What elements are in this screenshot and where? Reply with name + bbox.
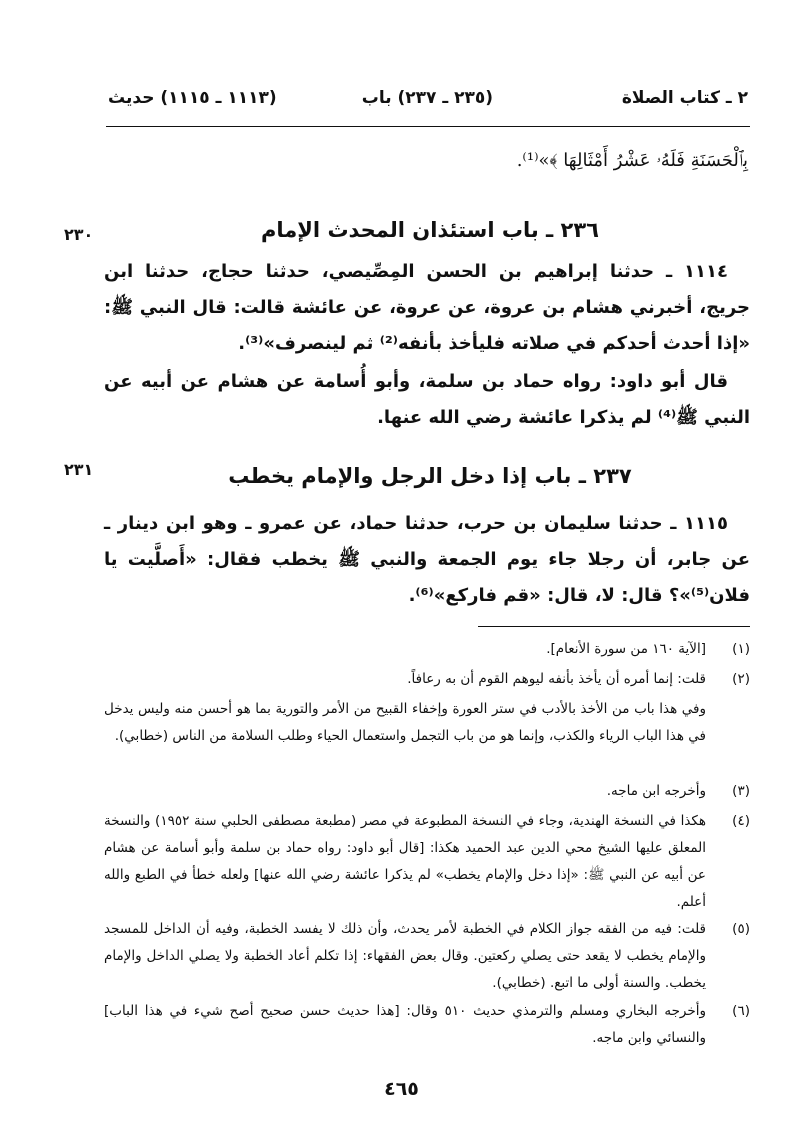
footnote-number: (٥) <box>732 921 750 937</box>
footnote-text: هكذا في النسخة الهندية، وجاء في النسخة المطبوعة في مصر (مطبعة مصطفى الحلبي سنة ١٩٥٢) والنسخة المعلق عليها الشيخ محي الدين عبد الحميد هكذا: [قال أبو داود: رواه حماد بن سلمة وأبو أسامة عن هشام عن أبيه عن النبي ﷺ: «إذا دخل والإمام يخطب» لم يذكرا عائشة رضي الله عنها] ولعله خطأ في الطبع والله أعلم. <box>104 813 706 910</box>
quran-verse-continuation: بِٱلْحَسَنَةِ فَلَهُۥ عَشْرُ أَمْثَالِهَا ﴾»⁽¹⁾. <box>516 150 748 171</box>
footnote-continuation <box>104 696 750 750</box>
footnote-number: (٦) <box>732 1003 750 1019</box>
footnote-text: وفي هذا باب من الأخذ بالأدب في ستر العورة وإخفاء القبيح من الأمر والتورية بما هو أحسن منه وليس يدخل في هذا الباب الرياء والكذب، وإنما هو من باب التجمل واستعمال الحياء وطلب السلامة من الناس (خطابي). <box>104 701 706 744</box>
footnote-number: (٢) <box>732 671 750 687</box>
margin-chapter-number: ٢٣٠ <box>64 225 94 244</box>
hadith-text-content: ١١١٤ ـ حدثنا إبراهيم بن الحسن المِصِّيصي، حدثنا حجاج، حدثنا ابن جريج، أخبرني هشام بن عروة، عن عروة، عن عائشة قالت: قال النبي ﷺ: «إذا أحدث أحدكم في صلاته فليأخذ بأنفه⁽²⁾ ثم لينصرف»⁽³⁾. <box>104 261 750 354</box>
hadith-text <box>104 506 750 614</box>
footnote <box>104 778 750 805</box>
hadith-text-content: ١١١٥ ـ حدثنا سليمان بن حرب، حدثنا حماد، عن عمرو ـ وهو ابن دينار ـ عن جابر، أن رجلا جاء يوم الجمعة والنبي ﷺ يخطب فقال: «أَصلَّيت يا فلان⁽⁵⁾»؟ قال: لا، قال: «قم فاركع»⁽⁶⁾. <box>104 513 750 606</box>
footnote-number: (١) <box>732 641 750 657</box>
footnote-text: [الآية ١٦٠ من سورة الأنعام]. <box>546 641 706 657</box>
footnote <box>104 998 750 1052</box>
footnote <box>104 808 750 916</box>
footnote <box>104 916 750 997</box>
chapter-heading: ٢٣٧ ـ باب إذا دخل الرجل والإمام يخطب <box>228 464 632 488</box>
footnote <box>104 666 750 693</box>
footnote-text: قلت: إنما أمره أن يأخذ بأنفه ليوهم القوم أن به رعافاً. <box>407 671 706 687</box>
page-number: ٤٦٥ <box>384 1078 419 1100</box>
footnote-text: قلت: فيه من الفقه جواز الكلام في الخطبة لأمر يحدث، وأن ذلك لا يفسد الخطبة، وفيه أن الداخل للمسجد والإمام يخطب لا يقعد حتى يصلي ركعتين. وقال بعض الفقهاء: إذا تكلم أعاد الخطبة ولا يصلي الداخل والإمام يخطب. والسنة أولى ما اتبع. (خطابي). <box>104 921 706 991</box>
header-divider <box>106 126 750 127</box>
commentary-text <box>104 364 750 436</box>
header-hadith-range: (١١١٣ ـ ١١١٥) حديث <box>108 88 277 108</box>
footnote-number: (٤) <box>732 813 750 829</box>
footnote-text: وأخرجه البخاري ومسلم والترمذي حديث ٥١٠ وقال: [هذا حديث حسن صحيح أصح شيء في هذا الباب] والنسائي وابن ماجه. <box>104 1003 706 1046</box>
hadith-text <box>104 254 750 362</box>
chapter-heading: ٢٣٦ ـ باب استئذان المحدث الإمام <box>261 218 599 242</box>
margin-chapter-number: ٢٣١ <box>64 460 94 479</box>
footnote-number: (٣) <box>732 783 750 799</box>
footnote <box>104 636 750 663</box>
footnote-divider <box>478 626 750 627</box>
header-chapter-range: (٢٣٥ ـ ٢٣٧) باب <box>361 88 493 108</box>
commentary-text-content: قال أبو داود: رواه حماد بن سلمة، وأبو أُسامة عن هشام عن أبيه عن النبي ﷺ⁽⁴⁾ لم يذكرا عائشة رضي الله عنها. <box>104 371 750 428</box>
header-book-title: ٢ ـ كتاب الصلاة <box>621 88 748 108</box>
footnote-text: وأخرجه ابن ماجه. <box>606 783 706 799</box>
running-header <box>108 88 748 118</box>
